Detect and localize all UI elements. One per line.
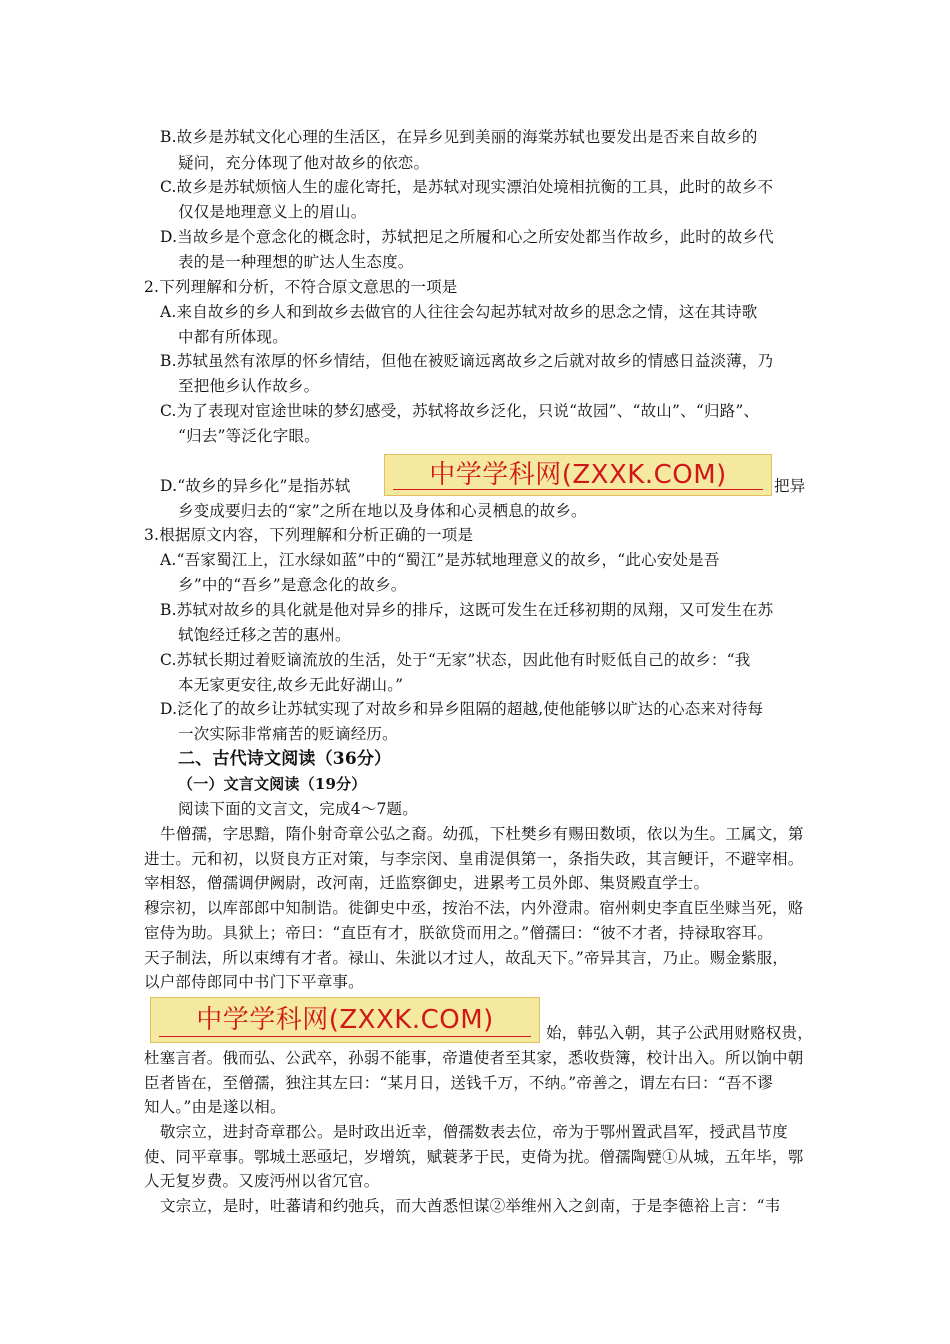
q1-option-d-line1: D.当故乡是个意念化的概念时，苏轼把足之所履和心之所安处都当作故乡，此时的故乡代 — [160, 228, 774, 246]
watermark-2-text: 中学学科网(ZXXK.COM) — [196, 1005, 494, 1035]
q2-option-b-line1: B.苏轼虽然有浓厚的怀乡情结，但他在被贬谪远离故乡之后就对故乡的情感日益淡薄，乃 — [160, 352, 774, 370]
q2-option-d-line1a: D.“故乡的异乡化”是指苏轼 — [160, 477, 351, 495]
q1-option-c-line2: 仅仅是地理意义上的眉山。 — [178, 203, 367, 221]
passage-p1-line3: 宰相怒，僧孺调伊阙尉，改河南，迁监察御史，进累考工员外郎、集贤殿直学士。 — [144, 874, 710, 892]
q2-option-d-line1b: 把异 — [774, 477, 806, 495]
passage-p4-line2: 使、同平章事。鄂城土恶亟圮，岁增筑，赋蓑茅于民，吏倚为扰。僧孺陶甓①从城，五年毕，鄂 — [144, 1148, 804, 1166]
section-subtitle: （一）文言文阅读（19分） — [178, 775, 367, 793]
passage-p3-line1: 始，韩弘入朝，其子公武用财赂权贵， — [546, 1024, 813, 1042]
q3-option-c-line2: 本无家更安往,故乡无此好湖山。” — [178, 676, 404, 694]
passage-p4-line3: 人无复岁费。又废沔州以省冗官。 — [144, 1172, 380, 1190]
q3-option-d-line2: 一次实际非常痛苦的贬谪经历。 — [178, 725, 398, 743]
q1-option-b-line2: 疑问，充分体现了他对故乡的依恋。 — [178, 154, 430, 172]
passage-p2-line4: 以户部侍郎同中书门下平章事。 — [144, 973, 364, 991]
passage-p3-line3: 臣者皆在，至僧孺，独注其左曰：“某月日，送钱千万，不纳。”帝善之，谓左右曰：“吾不谬 — [144, 1074, 773, 1092]
q2-option-d-line2: 乡变成要归去的“家”之所在地以及身体和心灵栖息的故乡。 — [178, 502, 587, 520]
passage-p1-line1: 牛僧孺，字思黯，隋仆射奇章公弘之裔。幼孤，下杜樊乡有赐田数顷，依以为生。工属文，第 — [160, 825, 804, 843]
passage-p5-line1: 文宗立，是时，吐蕃请和约弛兵，而大酋悉怛谋②举维州入之剑南，于是李德裕上言：“韦 — [160, 1197, 781, 1215]
q1-option-d-line2: 表的是一种理想的旷达人生态度。 — [178, 253, 414, 271]
q2-option-c-line1: C.为了表现对宦途世味的梦幻感受，苏轼将故乡泛化，只说“故园”、“故山”、“归路”、 — [160, 402, 760, 420]
passage-p2-line3: 天子制法，所以束缚有才者。禄山、朱泚以才过人，故乱天下。”帝异其言，乃止。赐金紫服， — [144, 949, 789, 967]
passage-p2-line2: 宦侍为助。具狱上；帝曰：“直臣有才，朕欲贷而用之。”僧孺曰：“彼不才者，持禄取容耳。 — [144, 924, 773, 942]
q3-option-b-line2: 轼饱经迁移之苦的惠州。 — [178, 626, 351, 644]
section-title: 二、古代诗文阅读（36分） — [178, 749, 392, 769]
q3-option-d-line1: D.泛化了的故乡让苏轼实现了对故乡和异乡阻隔的超越,使他能够以旷达的心态来对待每 — [160, 700, 764, 718]
passage-p3-line4: 知人。”由是遂以相。 — [144, 1098, 286, 1116]
q3-stem: 3.根据原文内容，下列理解和分析正确的一项是 — [144, 526, 474, 544]
q2-option-c-line2: “归去”等泛化字眼。 — [178, 427, 320, 445]
q2-option-a-line1: A.来自故乡的乡人和到故乡去做官的人往往会勾起苏轼对故乡的思念之情，这在其诗歌 — [160, 303, 758, 321]
watermark-1 — [384, 454, 772, 496]
q1-option-c-line1: C.故乡是苏轼烦恼人生的虚化寄托，是苏轼对现实漂泊处境相抗衡的工具，此时的故乡不 — [160, 178, 774, 196]
q2-option-a-line2: 中都有所体现。 — [178, 328, 288, 346]
passage-p4-line1: 敬宗立，进封奇章郡公。是时政出近幸，僧孺数表去位，帝为于鄂州置武昌军，授武昌节度 — [160, 1123, 789, 1141]
section-instruction: 阅读下面的文言文，完成4～7题。 — [178, 800, 418, 818]
q3-option-a-line1: A.“吾家蜀江上，江水绿如蓝”中的“蜀江”是苏轼地理意义的故乡，“此心安处是吾 — [160, 551, 720, 569]
watermark-2 — [150, 997, 540, 1043]
q3-option-c-line1: C.苏轼长期过着贬谪流放的生活，处于“无家”状态，因此他有时贬低自己的故乡：“我 — [160, 651, 751, 669]
passage-p1-line2: 进士。元和初，以贤良方正对策，与李宗闵、皇甫湜俱第一，条指失政，其言鲠讦，不避宰相。 — [144, 850, 804, 868]
q3-option-a-line2: 乡”中的“吾乡”是意念化的故乡。 — [178, 576, 407, 594]
q2-stem: 2.下列理解和分析，不符合原文意思的一项是 — [144, 278, 458, 296]
q1-option-b-line1: B.故乡是苏轼文化心理的生活区，在异乡见到美丽的海棠苏轼也要发出是否来自故乡的 — [160, 128, 758, 146]
passage-p2-line1: 穆宗初，以库部郎中知制诰。徙御史中丞，按治不法，内外澄肃。宿州刺史李直臣坐赇当死，赂 — [144, 899, 804, 917]
watermark-1-text: 中学学科网(ZXXK.COM) — [429, 460, 727, 490]
q3-option-b-line1: B.苏轼对故乡的具化就是他对异乡的排斥，这既可发生在迁移初期的凤翔，又可发生在苏 — [160, 601, 774, 619]
q2-option-b-line2: 至把他乡认作故乡。 — [178, 377, 320, 395]
passage-p3-line2: 杜塞言者。俄而弘、公武卒，孙弱不能事，帝遣使者至其家，悉收赀簿，校计出入。所以饷中朝 — [144, 1049, 804, 1067]
